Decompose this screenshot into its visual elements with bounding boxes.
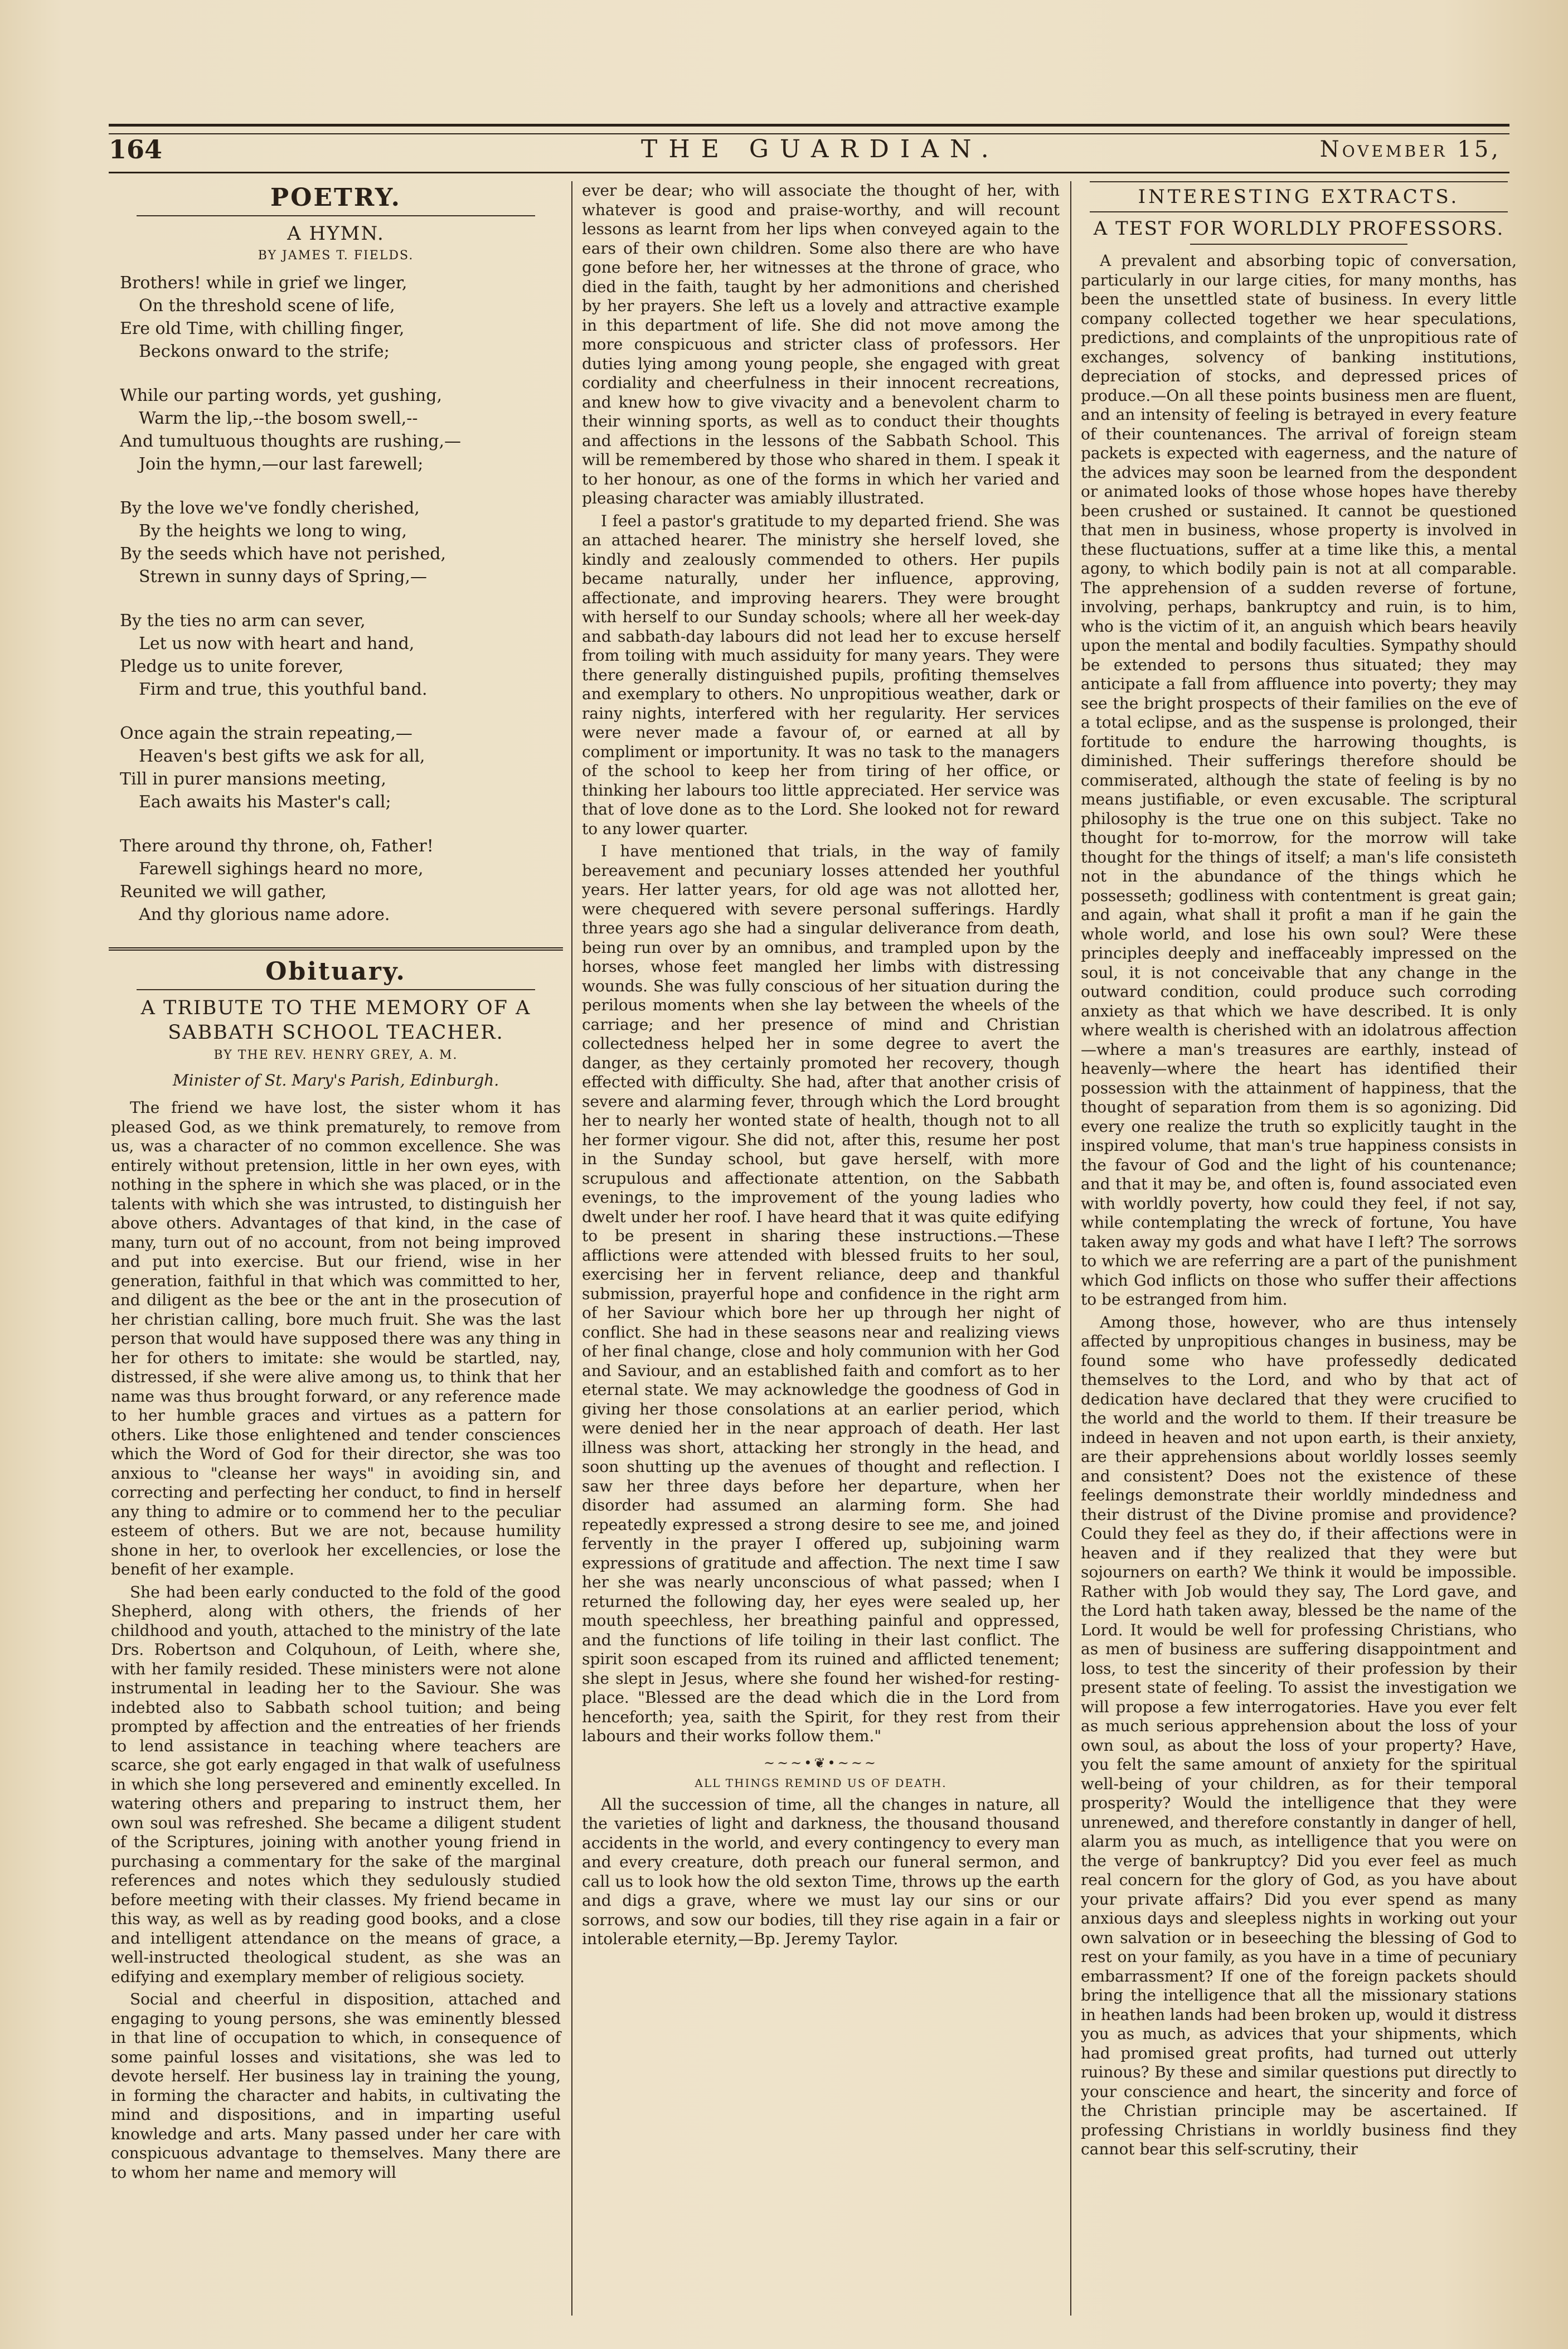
divider <box>1090 211 1508 212</box>
poem-stanza <box>120 722 563 813</box>
article-paragraph: ever be dear; who will associate the thought of her, with whatever is good and praise-worthy, and will recount lessons as learnt from her lips when conveyed again to the ears of their own children. Some also there are who have gone before her, her witnesses at the throne of grace, who died in the faith, taught by her admonitions and cherished by her prayers. She left us a lovely and attractive example in this department of life. She did not move among the more conspicuous and stricter class of professors. Her duties lying among young people, she engaged with great cordiality and cheerfulness in their innocent recreations, and knew how to give vivacity and a benevolent charm to their winning sports, as well as to conduct their thoughts and affections in the lessons of the Sabbath School. This will be remembered by those who shared in them. I speak it to her honour, as one of the forms in which her varied and pleasing character was amiably illustrated. <box>582 181 1060 507</box>
poem-line: Farewell sighings heard no more, <box>139 859 424 879</box>
poem-line: Till in purer mansions meeting, <box>120 769 386 789</box>
poem-line: By the love we've fondly cherished, <box>120 498 420 518</box>
article-paragraph: I feel a pastor's gratitude to my departed friend. She was an attached hearer. The ministry she herself loved, she kindly and zealously commended to others. Her pupils became naturally, under her influence, approving, affectionate, and improving hearers. They were brought with herself to our Sunday schools; where all her week-day and sabbath-day labours did not lead her to excuse herself from toiling with much assiduity for many years. They were there generally distinguished pupils, profiting themselves and exemplary to others. No unpropitious weather, dark or rainy nights, interfered with her regularity. Her services were never made a favour of, or earned at all by compliment or importunity. It was no task to the managers of the school to keep her from tiring of her office, or thinking her labours too little appreciated. Her service was that of love done as to the Lord. She looked not for reward to any lower quarter. <box>582 511 1060 838</box>
poem-line: Warm the lip,--the bosom swell,-- <box>139 409 418 428</box>
article-paragraph: The friend we have lost, the sister whom it has pleased God, as we think prematurely, to remove from us, was a character of no common excellence. She was entirely without pretension, little in her own eyes, with nothing in the sphere in which she was placed, or in the talents with which she was intrusted, to distinguish her above others. Advantages of that kind, in the case of many, turn out of no account, from not being improved and put into exercise. But our friend, wise in her generation, faithful in that which was committed to her, and diligent as the bee or the ant in the prosecution of her christian calling, bore much fruit. She was the last person that would have supposed there was any thing in her for others to imitate: she would be startled, nay, distressed, if she were alive among us, to think that her name was thus brought forward, or any reference made to her humble graces and virtues as a pattern for others. Like those enlightened and tender consciences which the Word of God for their director, she was too anxious to "cleanse her ways" in avoiding sin, and correcting and perfecting her conduct, to find in herself any thing to admire or to commend her to the peculiar esteem of others. But we are not, because humility shone in her, to overlook her excellencies, or lose the benefit of her example. <box>111 1098 561 1578</box>
divider <box>137 215 535 216</box>
poem-stanza <box>120 835 563 926</box>
poem-line: By the heights we long to wing, <box>139 521 407 541</box>
poem-line: Once again the strain repeating,— <box>120 724 412 743</box>
section-heading-poetry: POETRY. <box>270 183 401 212</box>
divider <box>109 947 563 951</box>
poem-line: Reunited we will gather, <box>120 882 327 902</box>
article-title: A TRIBUTE TO THE MEMORY OF A SABBATH SCHOOL TEACHER. <box>140 997 531 1044</box>
poem-line: Firm and true, this youthful band. <box>139 680 428 699</box>
issue-date: November 15, <box>1319 137 1501 162</box>
column-rule <box>1070 181 1071 2316</box>
poem-line: Let us now with heart and hand, <box>139 634 415 653</box>
article-author: BY THE REV. HENRY GREY, A. M. <box>213 1048 458 1062</box>
extract-title: ALL THINGS REMIND US OF DEATH. <box>695 1776 947 1790</box>
article-author-role: Minister of St. Mary's Parish, Edinburgh. <box>172 1071 499 1089</box>
column-2 <box>580 181 1062 2316</box>
poem-line: Pledge us to unite forever, <box>120 657 344 676</box>
divider <box>1090 181 1508 182</box>
poem-line: Beckons onward to the strife; <box>139 342 390 361</box>
article-paragraph: She had been early conducted to the fold of the good Shepherd, along with others, the friends of her childhood and youth, attached to the ministry of the late Drs. Robertson and Colquhoun, of Leith, where she, with her family resided. These ministers were not alone instrumental in leading her to the Saviour. She was indebted also to Sabbath school tuition; and being prompted by affection and the entreaties of her friends to lend assistance in teaching where teachers are scarce, she got early engaged in that walk of usefulness in which she long persevered and eminently excelled. In watering others and preparing to instruct them, her own soul was refreshed. She became a diligent student of the Scriptures, joining with another young friend in purchasing a commentary for the sake of the marginal references and notes which they sedulously studied before meeting with their classes. My friend became in this way, as well as by reading good books, and a close and intelligent attendance on the means of grace, a well-instructed theological student, as she was an edifying and exemplary member of religious society. <box>111 1582 561 1986</box>
extract-text: All the succession of time, all the changes in nature, all the varieties of light and darkness, the thousand thousand accidents in the world, and every contingency to every man and every creature, doth preach our funeral sermon, and call us to look how the old sexton Time, throws up the earth and digs a grave, where we must lay our sins or our sorrows, and sow our bodies, till they rise again in a fair or intolerable eternity,—Bp. Jeremy Taylor. <box>582 1795 1060 1948</box>
article-paragraph: Social and cheerful in disposition, attached and engaging to young persons, she was eminently blessed in that line of occupation to which, in consequence of some painful losses and visitations, she was led to devote herself. Her business lay in training the young, in forming the character and habits, in cultivating the mind and dispositions, and in imparting useful knowledge and arts. Many passed under her care with conspicuous advantage to themselves. Many there are to whom her name and memory will <box>111 1990 561 2182</box>
column-3 <box>1079 181 1519 2316</box>
section-heading-obituary: Obituary. <box>265 957 406 986</box>
poem-line: While our parting words, yet gushing, <box>120 386 442 405</box>
poem-line: By the seeds which have not perished, <box>120 544 446 564</box>
poem-body <box>109 272 563 926</box>
ornament-divider: ~~~•❦•~~~ <box>763 1755 878 1771</box>
header-rule <box>109 172 1509 173</box>
divider <box>137 989 535 990</box>
column-1 <box>109 181 563 2316</box>
column-rule <box>571 181 572 2316</box>
article-title: A TEST FOR WORLDLY PROFESSORS. <box>1093 217 1504 240</box>
article-paragraph: Among those, however, who are thus intensely affected by unpropitious changes in business, may be found some who have professedly dedicated themselves to the Lord, and who by that act of dedication have declared that they were crucified to the world and the world to them. If their treasure be indeed in heaven and not upon earth, is their anxiety, are their apprehensions about worldly losses seemly and consistent? Does not the existence of these feelings demonstrate their worldly mindedness and their distrust of the Divine promise and providence? Could they feel as they do, if their affections were in heaven and if they realized that they were but sojourners on earth? We think it would be impossible. Rather with Job would they say, The Lord gave, and the Lord hath taken away, blessed be the name of the Lord. It would be well for professing Christians, who as men of business are suffering disappointment and loss, to test the sincerity of their profession by their present state of feeling. To assist the investigation we will propose a few interrogatories. Have you ever felt as much serious apprehension about the loss of your own soul, as about the loss of your property? Have, you felt the same amount of anxiety for the spiritual well-being of your children, as for their temporal prosperity? Would the intelligence that they were unrenewed, and therefore constantly in danger of hell, alarm you as much, as intelligence that you were on the verge of bankruptcy? Did you ever feel as much real concern for the glory of God, as you have about your private affairs? Did you ever spend as many anxious days and sleepless nights in working out your own salvation or in beseeching the blessing of God to rest on your family, as you have in a time of pecuniary embarrassment? If one of the foreign packets should bring the intelligence that all the missionary stations in heathen lands had been broken up, would it distress you as much, as advices that your shipments, which had promised great profits, had turned out utterly ruinous? By these and similar questions put directly to your conscience and heart, the sincerity and force of the Christian principle may be ascertained. If professing Christians in worldly business find they cannot bear this self-scrutiny, their <box>1081 1312 1517 2158</box>
section-heading-extracts: INTERESTING EXTRACTS. <box>1138 186 1460 208</box>
poem-title: A HYMN. <box>287 222 385 245</box>
poem-line: On the threshold scene of life, <box>139 296 395 316</box>
poem-line: Heaven's best gifts we ask for all, <box>139 747 425 766</box>
poem-line: There around thy throne, oh, Father! <box>120 836 434 856</box>
page-number: 164 <box>109 134 163 164</box>
poem-line: Each awaits his Master's call; <box>139 792 391 812</box>
poem-stanza <box>120 384 563 476</box>
top-rule <box>109 124 1509 134</box>
poem-line: By the ties no arm can sever, <box>120 611 366 631</box>
article-paragraph: A prevalent and absorbing topic of conversation, particularly in our large cities, for many months, has been the unsettled state of business. In every little company collected together we hear speculations, predictions, and complaints of the unpropitious rate of exchanges, solvency of banking institutions, depreciation of stocks, and depressed prices of produce.—On all these points business men are fluent, and an intensity of feeling is betrayed in every feature of their countenances. The arrival of foreign steam packets is expected with eagerness, and the nature of the advices may soon be learned from the despondent or animated looks of those whose hopes have thereby been crushed or sustained. It cannot be questioned that men in business, whose property is involved in these fluctuations, suffer at a time like this, a mental agony, to which bodily pain is not at all comparable. The apprehension of a sudden reverse of fortune, involving, perhaps, bankruptcy and ruin, is to him, who is the victim of it, an anguish which bears heavily upon the mental and bodily faculties. Sympathy should be extended to persons thus situated; they may anticipate a fall from affluence into poverty; they may see the bright prospects of their families on the eve of a total eclipse, and as the suspense is prolonged, their fortitude to endure the harrowing thoughts, is diminished. Their sufferings therefore should be commiserated, although the state of feeling is by no means justifiable, or even excusable. The scriptural philosophy is the true one on this subject. Take no thought for to-morrow, for the morrow will take thought for the things of itself; a man's life consisteth not in the abundance of the things which he possesseth; godliness with contentment is great gain; and again, what shall it profit a man if he gain the whole world, and lose his own soul? Were these principles deeply and ineffaceably impressed on the soul, it is not conceivable that any change in the outward condition, could produce such corroding anxiety as that which we have described. It is only where wealth is cherished with an idolatrous affection—where a man's treasures are earthly, instead of heavenly—where the heart has identified their possession with the attainment of happiness, that the thought of separation from them is so agonizing. Did every one realize the truth so explicitly taught in the inspired volume, that man's true happiness consists in the favour of God and the light of his countenance; and that it may be, and often is, found associated even with worldly poverty, how could they feel, if not say, while contemplating the wreck of fortune, You have taken away my gods and what have I left? The sorrows to which we are referring are a part of the punishment which God inflicts on those who suffer their affections to be estranged from him. <box>1081 251 1517 1309</box>
poem-line: Strewn in sunny days of Spring,— <box>139 567 427 587</box>
divider <box>1190 244 1407 245</box>
poem-line: Ere old Time, with chilling finger, <box>120 319 405 338</box>
masthead-title: THE GUARDIAN. <box>641 135 1000 163</box>
article-paragraph: I have mentioned that trials, in the way of family bereavement and pecuniary losses attended her youthful years. Her latter years, for old age was not allotted her, were chequered with severe personal sufferings. Hardly three years ago she had a singular deliverance from death, being run over by an omnibus, and trampled upon by the horses, whose feet mangled her limbs with distressing wounds. She was fully conscious of her situation during the perilous moments when she lay between the wheels of the carriage; and her presence of mind and Christian collectedness helped her in some degree to avert the danger, as they certainly promoted her recovery, though effected with difficulty. She had, after that another crisis of severe and alarming fever, through which the Lord brought her to nearly her wonted state of health, though not to all her former vigour. She did not, after this, resume her post in the Sunday school, but gave herself, with more scrupulous and affectionate attention, on the Sabbath evenings, to the improvement of the young ladies who dwelt under her roof. I have heard that it was quite edifying to be present in sharing these instructions.—These afflictions were attended with blessed fruits to her soul, exercising her in fervent reliance, deep and thankful submission, prayerful hope and confidence in the right arm of her Saviour which bore her up through her night of conflict. She had in these seasons near and realizing views of her final change, close and holy communion with her God and Saviour, and an established faith and comfort as to her eternal state. We may acknowledge the goodness of God in giving her those consolations at an earlier period, which were denied her in the near approach of death. Her last illness was short, attacking her strongly in the head, and soon shutting up the avenues of thought and reflection. I saw her three days before her departure, when her disorder had assumed an alarming form. She had repeatedly expressed a strong desire to see me, and joined fervently in the prayer I offered up, subjoining warm expressions of gratitude and affection. The next time I saw her she was nearly unconscious of what passed; when I returned the following day, her eyes were sealed up, her mouth speechless, her breathing painful and oppressed, and the functions of life toiling in their last conflict. The spirit soon escaped from its ruined and afflicted tenement; she slept in Jesus, where she found her wished-for resting-place. "Blessed are the dead which die in the Lord from henceforth; yea, saith the Spirit, for they rest from their labours and their works follow them." <box>582 842 1060 1745</box>
poem-stanza <box>120 609 563 701</box>
poem-line: And tumultuous thoughts are rushing,— <box>120 432 461 451</box>
poem-stanza <box>120 272 563 363</box>
poem-line: And thy glorious name adore. <box>139 905 390 924</box>
poem-stanza <box>120 497 563 588</box>
poem-author: BY JAMES T. FIELDS. <box>258 249 414 263</box>
poem-line: Join the hymn,—our last farewell; <box>139 454 424 474</box>
poem-line: Brothers! while in grief we linger, <box>120 273 407 293</box>
